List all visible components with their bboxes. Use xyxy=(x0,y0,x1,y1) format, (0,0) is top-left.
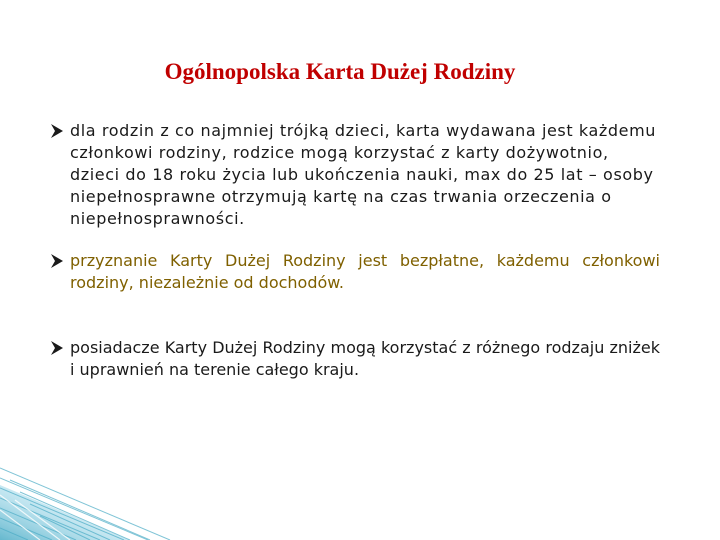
bullet-text-2: przyznanie Karty Dużej Rodziny jest bezpłatne, każdemu członkowi rodziny, niezależnie od dochodów. xyxy=(70,251,660,292)
slide-title: Ogólnopolska Karta Dużej Rodziny xyxy=(164,59,516,84)
arrow-bullet-icon xyxy=(50,123,64,139)
bullet-text-1: dla rodzin z co najmniej trójką dzieci, karta wydawana jest każdemu członkowi rodziny, rodzice mogą korzystać z karty dożywotnio, dzieci do 18 roku życia lub ukończenia nauki, max do 25 lat – osoby niepełnosprawne otrzymują kartę na czas trwania orzeczenia o niepełnosprawności. xyxy=(70,121,657,228)
arrow-bullet-icon xyxy=(50,253,64,269)
bullet-text-3: posiadacze Karty Dużej Rodziny mogą korzystać z różnego rodzaju zniżek i uprawnień na terenie całego kraju. xyxy=(70,338,660,379)
bullet-item-3 xyxy=(50,337,660,381)
arrow-bullet-icon xyxy=(50,340,64,356)
bullet-item-1 xyxy=(50,120,660,230)
diagonal-stripes-decoration xyxy=(0,420,200,540)
bullet-item-2 xyxy=(50,250,660,294)
